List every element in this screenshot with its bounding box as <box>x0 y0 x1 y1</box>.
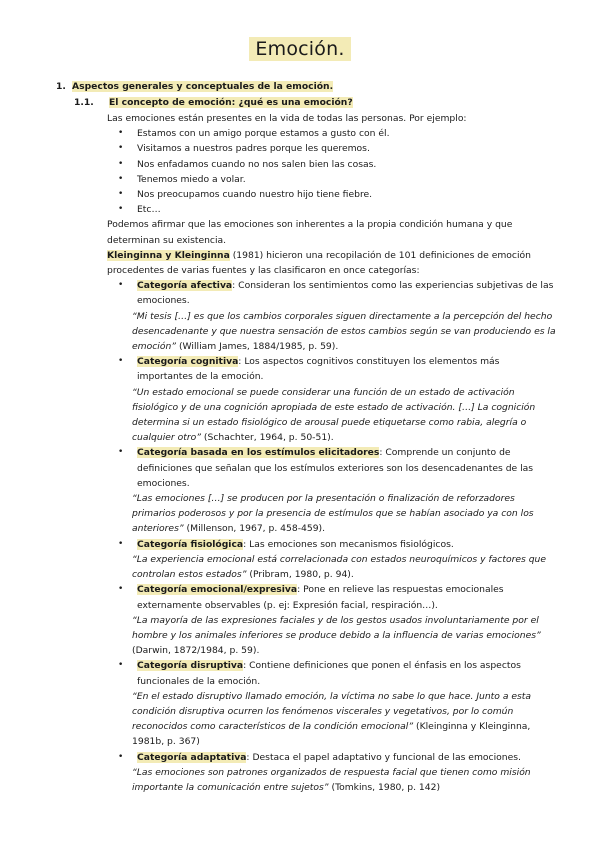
category-name: Categoría cognitiva <box>137 356 239 368</box>
category-item <box>107 354 557 384</box>
category-quote <box>107 309 557 355</box>
section-heading-1 <box>56 81 333 92</box>
list-item: • Nos preocupamos cuando nuestro hijo tiene fiebre. <box>107 187 557 202</box>
quote-text: “En el estado disruptivo llamado emoción, la víctima no sabe lo que hace. Junto a esta condición disruptiva ocurren los fenómenos viscerales y vegetativos, por lo común reconocidos como característicos de la condición emocional” <box>132 690 532 733</box>
section-heading-1-1 <box>74 97 353 108</box>
section-title: Aspectos generales y conceptuales de la emoción. <box>72 81 334 92</box>
quote-ref: (Millenson, 1967, p. 458-459). <box>183 523 326 535</box>
quote-text: “Las emociones son patrones organizados de respuesta facial que tienen como misión importante la comunicación entre sujetos” <box>132 766 531 793</box>
examples-list <box>107 126 557 217</box>
kleinginna-authors: Kleinginna y Kleinginna <box>107 249 230 261</box>
subsection-number: 1.1. <box>74 97 94 108</box>
quote-ref: (Pribram, 1980, p. 94). <box>246 569 354 581</box>
category-desc: : Comprende un conjunto de definiciones que señalan que los estímulos exteriores son los desencadenantes de las emociones. <box>137 447 534 489</box>
category-desc: : Destaca el papel adaptativo y funcional de las emociones. <box>246 751 521 763</box>
category-desc: : Consideran los sentimientos como las experiencias subjetivas de las emociones. <box>137 280 554 307</box>
category-quote <box>107 765 557 795</box>
categories-list <box>107 278 557 308</box>
category-desc: : Contiene definiciones que ponen el énfasis en los aspectos funcionales de la emoción. <box>137 660 521 687</box>
subsection-title: El concepto de emoción: ¿qué es una emoción? <box>109 97 353 108</box>
quote-ref: (Tomkins, 1980, p. 142) <box>328 781 441 793</box>
document-body <box>107 111 557 795</box>
list-item: • Visitamos a nuestros padres porque les queremos. <box>107 141 557 156</box>
category-item <box>107 445 557 491</box>
category-item <box>107 750 557 765</box>
quote-ref: (Kleinginna y Kleinginna, 1981b, p. 367) <box>132 721 531 748</box>
category-name: Categoría fisiológica <box>137 538 244 550</box>
quote-text: “Mi tesis […] es que los cambios corporales siguen directamente a la percepción del hecho desencadenante y que nuestra sensación de estos cambios según se van produciendo es la emoción” <box>132 310 556 353</box>
quote-ref: (William James, 1884/1985, p. 59). <box>176 341 339 353</box>
title-wrap <box>0 37 600 61</box>
quote-text: “La experiencia emocional está correlacionada con estados neuroquímicos y factores que controlan estos estados” <box>132 553 547 581</box>
quote-text: “Las emociones […] se producen por la presentación o finalización de reforzadores primarios poderosos y por la presencia de estímulos que se habían asociado ya con los anteriores” <box>132 493 534 535</box>
quote-text: “La mayoría de las expresiones faciales y de los gestos usados involuntariamente por el hombre y los animales inferiores se produce debido a la influencia de varias emociones” <box>132 614 541 641</box>
category-desc: : Las emociones son mecanismos fisiológicos. <box>243 538 454 550</box>
list-item: • Etc… <box>107 202 557 217</box>
kleinginna-text: (1981) hicieron una recopilación de 101 definiciones de emoción procedentes de varias fuentes y las clasificaron en once categorías: <box>107 249 531 277</box>
categories-list <box>107 354 557 384</box>
conclusion-paragraph: Podemos afirmar que las emociones son inherentes a la propia condición humana y que determinan su existencia. <box>107 219 513 246</box>
quote-ref: (Schachter, 1964, p. 50-51). <box>201 432 334 444</box>
category-quote <box>107 385 557 446</box>
category-name: Categoría emocional/expresiva <box>137 584 298 596</box>
category-desc: : Pone en relieve las respuestas emocionales externamente observables (p. ej: Expresión facial, respiración…). <box>137 584 504 611</box>
list-item: • Nos enfadamos cuando no nos salen bien las cosas. <box>107 157 557 172</box>
kleinginna-paragraph <box>107 248 557 278</box>
category-quote <box>107 689 557 750</box>
category-item <box>107 278 557 308</box>
quote-text: “Un estado emocional se puede considerar una función de un estado de activación fisiológico y de una cognición apropiada de este estado de activación. […] La cognición determina si un estado fisiológico de arousal puede etiquetarse como rabia, alegría o cualquier otro” <box>132 386 536 444</box>
list-item: • Estamos con un amigo porque estamos a gusto con él. <box>107 126 557 141</box>
categories-list <box>107 658 557 688</box>
categories-list <box>107 445 557 491</box>
category-item <box>107 537 557 552</box>
page-title: Emoción. <box>249 37 350 61</box>
category-name: Categoría adaptativa <box>137 751 247 763</box>
categories-list <box>107 750 557 765</box>
category-desc: : Los aspectos cognitivos constituyen los elementos más importantes de la emoción. <box>137 356 500 383</box>
list-item: • Tenemos miedo a volar. <box>107 172 557 187</box>
section-number: 1. <box>56 81 66 92</box>
category-quote <box>107 491 557 537</box>
category-item <box>107 582 557 612</box>
category-quote <box>107 613 557 659</box>
categories-list <box>107 582 557 612</box>
category-name: Categoría afectiva <box>137 280 233 292</box>
category-quote <box>107 552 557 582</box>
intro-paragraph: Las emociones están presentes en la vida de todas las personas. Por ejemplo: <box>107 113 467 124</box>
category-item <box>107 658 557 688</box>
category-name: Categoría basada en los estímulos elicitadores <box>137 447 380 459</box>
category-name: Categoría disruptiva <box>137 660 244 672</box>
categories-list <box>107 537 557 552</box>
quote-ref: (Darwin, 1872/1984, p. 59). <box>132 645 260 657</box>
